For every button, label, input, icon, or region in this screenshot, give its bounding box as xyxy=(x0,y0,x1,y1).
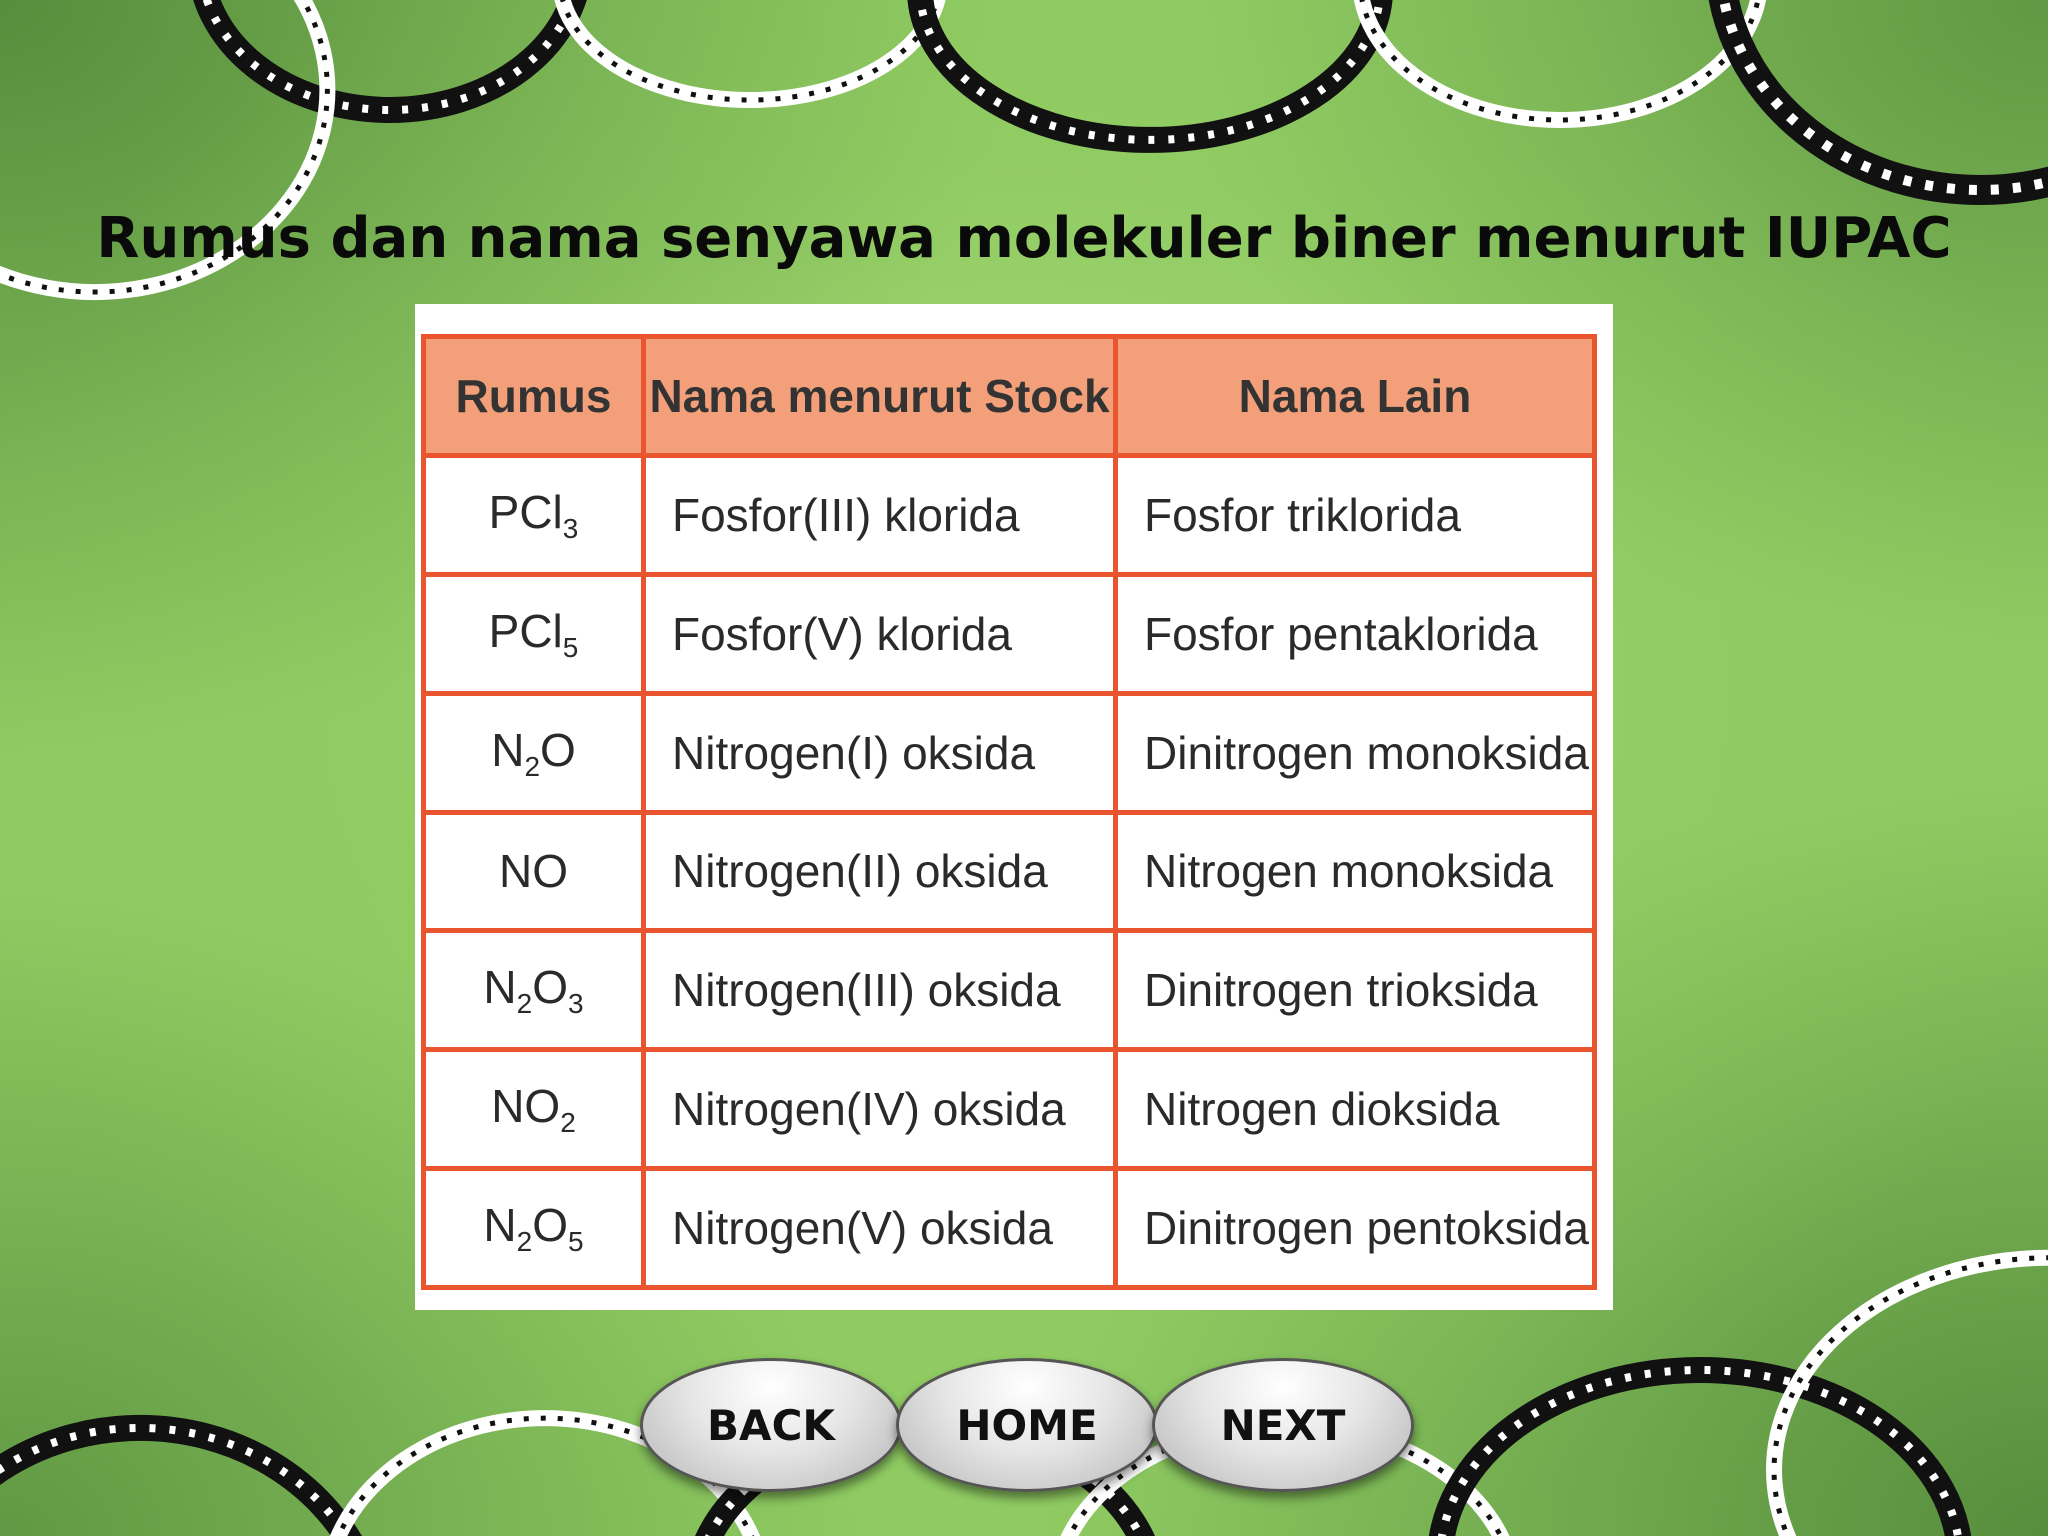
formula-cell: $N_2O$ xyxy=(424,693,644,812)
stock-name-cell: Nitrogen(III) oksida xyxy=(644,931,1116,1050)
other-name-cell: Nitrogen dioksida xyxy=(1116,1050,1595,1169)
stock-name-cell: Nitrogen(I) oksida xyxy=(644,693,1116,812)
back-button[interactable]: BACK xyxy=(640,1358,902,1492)
stock-name-cell: Nitrogen(IV) oksida xyxy=(644,1050,1116,1169)
header-nama-lain: Nama Lain xyxy=(1116,337,1595,456)
formula-cell: $N_2O_3$ xyxy=(424,931,644,1050)
table-row xyxy=(424,456,1595,575)
compound-table xyxy=(421,334,1597,1290)
compound-table-panel xyxy=(415,304,1613,1310)
stock-name-cell: Nitrogen(V) oksida xyxy=(644,1169,1116,1288)
stock-name-cell: Fosfor(III) klorida xyxy=(644,456,1116,575)
table-header-row xyxy=(424,337,1595,456)
stock-name-cell: Fosfor(V) klorida xyxy=(644,574,1116,693)
formula-cell: PCl$_3$ xyxy=(424,456,644,575)
other-name-cell: Fosfor triklorida xyxy=(1116,456,1595,575)
page-title: Rumus dan nama senyawa molekuler biner menurut IUPAC xyxy=(96,206,1952,271)
table-row xyxy=(424,812,1595,931)
next-button[interactable]: NEXT xyxy=(1152,1358,1414,1492)
table-row xyxy=(424,574,1595,693)
formula-cell: $NO_2$ xyxy=(424,1050,644,1169)
other-name-cell: Dinitrogen monoksida xyxy=(1116,693,1595,812)
table-row xyxy=(424,931,1595,1050)
header-rumus: Rumus xyxy=(424,337,644,456)
formula-cell: NO xyxy=(424,812,644,931)
table-row xyxy=(424,693,1595,812)
formula-cell: $N_2O_5$ xyxy=(424,1169,644,1288)
other-name-cell: Dinitrogen pentoksida xyxy=(1116,1169,1595,1288)
home-button[interactable]: HOME xyxy=(896,1358,1158,1492)
other-name-cell: Dinitrogen trioksida xyxy=(1116,931,1595,1050)
stock-name-cell: Nitrogen(II) oksida xyxy=(644,812,1116,931)
table-row xyxy=(424,1169,1595,1288)
formula-cell: PCl$_5$ xyxy=(424,574,644,693)
other-name-cell: Fosfor pentaklorida xyxy=(1116,574,1595,693)
header-nama-stock: Nama menurut Stock xyxy=(644,337,1116,456)
other-name-cell: Nitrogen monoksida xyxy=(1116,812,1595,931)
table-row xyxy=(424,1050,1595,1169)
